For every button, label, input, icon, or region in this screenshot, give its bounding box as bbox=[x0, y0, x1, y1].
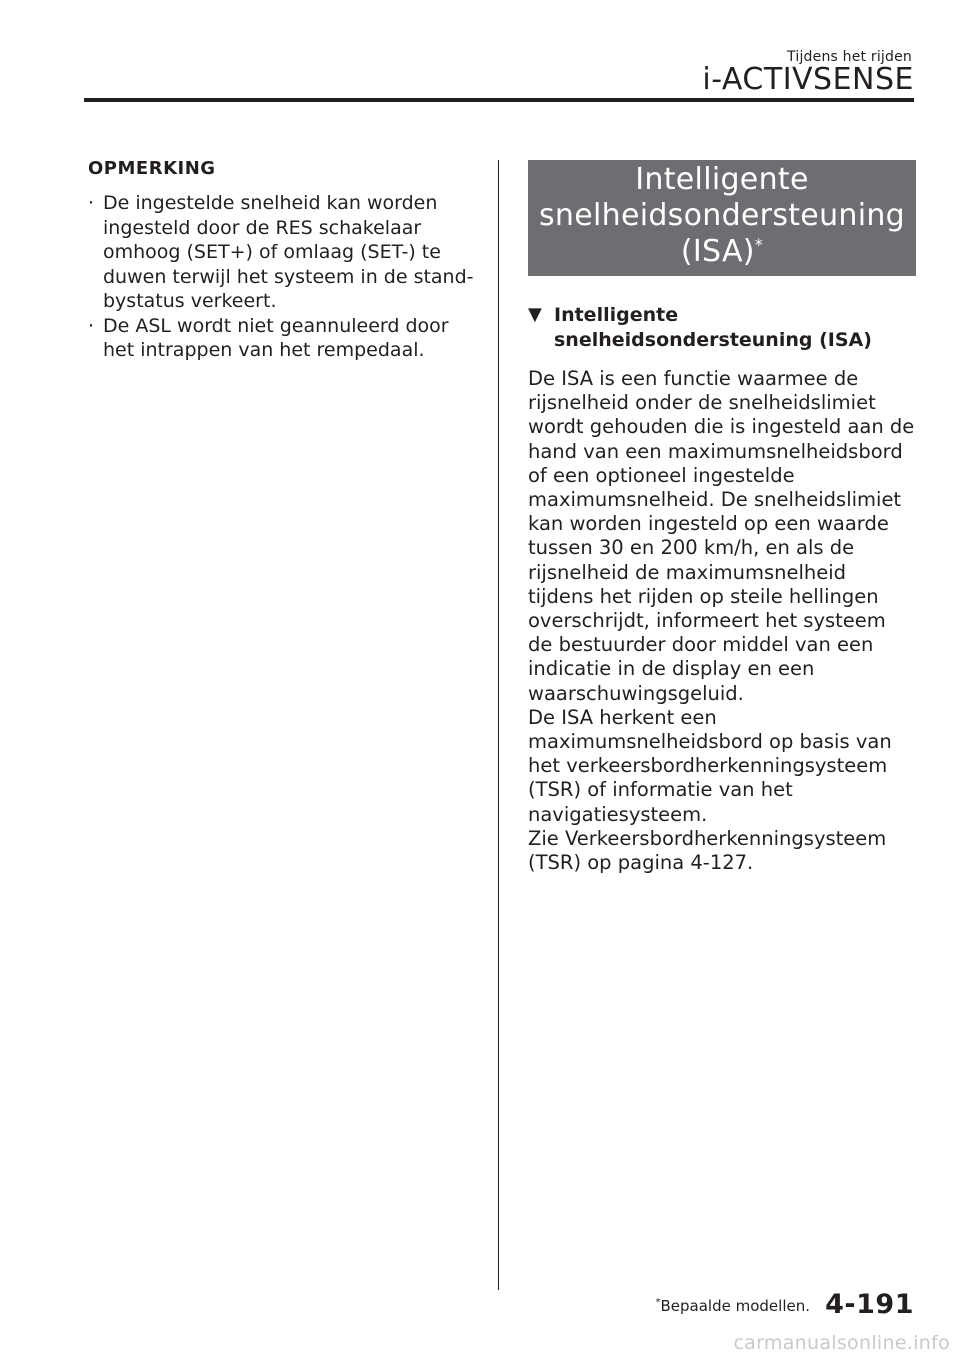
note-list bbox=[88, 191, 480, 363]
body-paragraph: De ISA is een functie waarmee de rijsnelheid onder de snelheidslimiet wordt gehouden die is ingesteld aan de hand van een maximumsnelheidsbord of een optioneel ingestelde maximumsnelheid. De snelheidslimiet kan worden ingesteld op een waarde tussen 30 en 200 km/h, en als de rijsnelheid de maximumsnelheid tijdens het rijden op steile hellingen overschrijdt, informeert het systeem de bestuurder door middel van een indicatie in de display en een waarschuwingsgeluid. bbox=[528, 367, 915, 705]
bullet-icon: · bbox=[88, 192, 95, 214]
column-divider bbox=[498, 160, 499, 1290]
right-column bbox=[528, 160, 916, 875]
section-title-line: Intelligente bbox=[635, 162, 809, 197]
subsection-heading bbox=[528, 303, 916, 352]
note-item-text: De ingestelde snelheid kan worden ingesteld door de RES schakelaar omhoog (SET+) of omlaag (SET-) te duwen terwijl het systeem in de stand-bystatus verkeert. bbox=[103, 192, 474, 312]
section-title-line: snelheidsondersteuning bbox=[539, 198, 905, 233]
note-item-text: De ASL wordt niet geannuleerd door het intrappen van het rempedaal. bbox=[103, 314, 449, 361]
asterisk-marker: * bbox=[754, 235, 764, 254]
note-item bbox=[88, 314, 480, 363]
note-label: OPMERKING bbox=[88, 158, 216, 179]
section-body bbox=[528, 367, 916, 875]
section-title-text: (ISA) bbox=[680, 234, 755, 269]
cross-reference: Zie Verkeersbordherkenningsysteem (TSR) op pagina 4-127. bbox=[528, 826, 887, 875]
body-paragraph: De ISA herkent een maximumsnelheidsbord op basis van het verkeersbordherkenningsysteem (TSR) of informatie van het navigatiesysteem. bbox=[528, 705, 892, 826]
header-rule bbox=[84, 98, 914, 102]
bullet-icon: · bbox=[88, 314, 95, 337]
triangle-down-icon: ▼ bbox=[528, 304, 542, 325]
watermark: carmanualsonline.info bbox=[733, 1332, 950, 1354]
chapter-subtitle: Tijdens het rijden bbox=[787, 49, 912, 65]
subsection-heading-line: Intelligente bbox=[554, 304, 679, 326]
asterisk-marker: * bbox=[655, 1297, 661, 1308]
subsection-heading-line: snelheidsondersteuning (ISA) bbox=[554, 328, 872, 351]
note-item bbox=[88, 191, 480, 314]
left-column bbox=[88, 158, 480, 363]
page-number: 4-191 bbox=[825, 1289, 914, 1320]
chapter-title: i-ACTIVSENSE bbox=[702, 62, 914, 97]
section-title-box bbox=[528, 160, 916, 276]
section-title-line bbox=[528, 234, 916, 270]
footnote-text: Bepaalde modellen. bbox=[660, 1297, 810, 1315]
footnote bbox=[656, 1297, 811, 1315]
